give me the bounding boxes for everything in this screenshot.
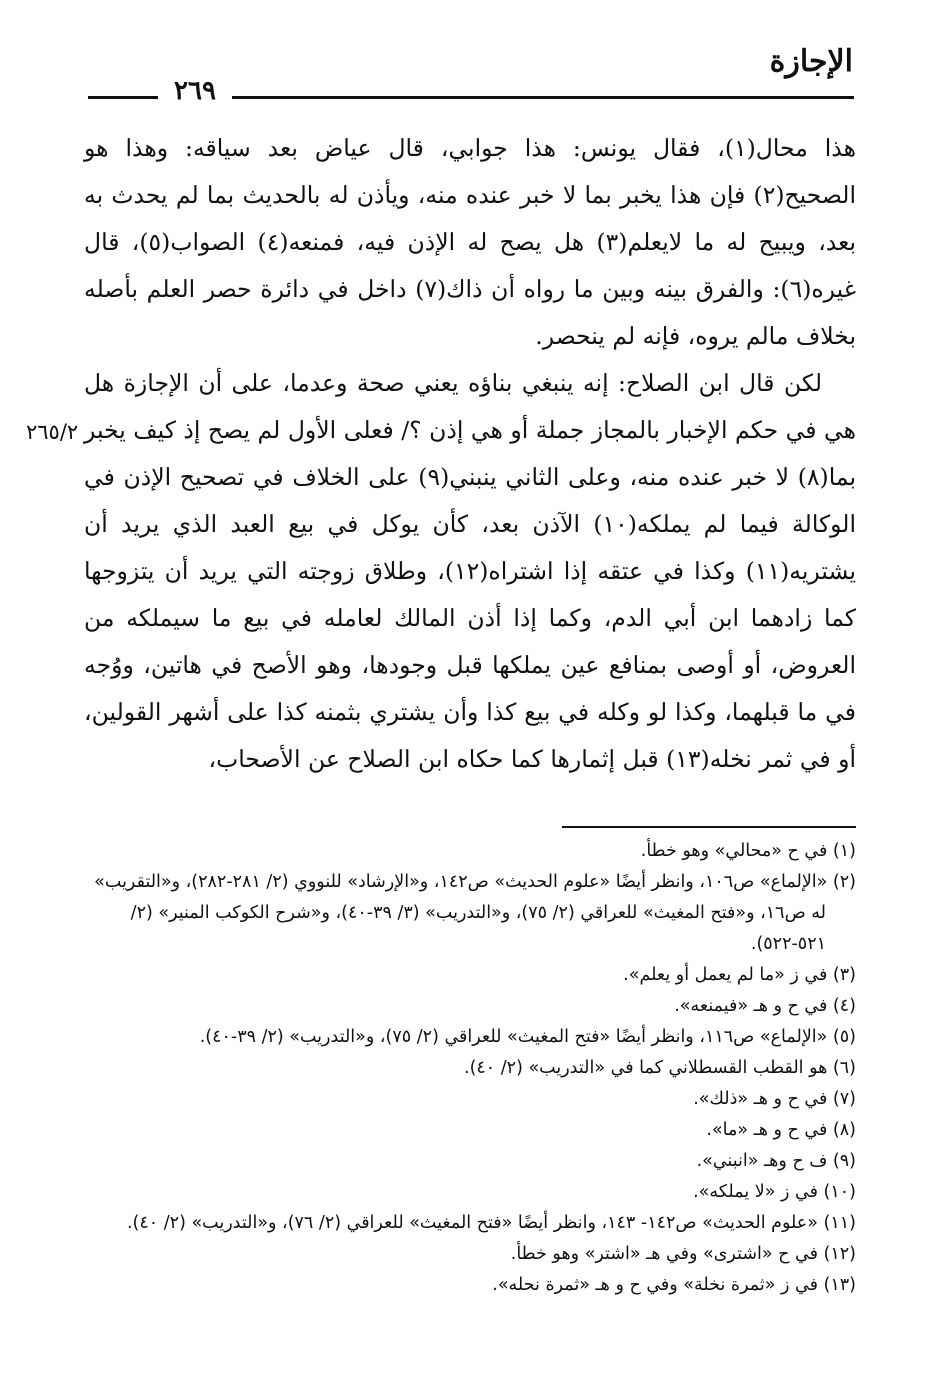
footnote-10: (١٠) في ز «لا يملكه».: [693, 1182, 856, 1202]
footnote-1: (١) في ح «محالي» وهو خطأ.: [640, 841, 856, 861]
paragraph-2: لكن قال ابن الصلاح: إنه ينبغي بناؤه يعني صحة وعدما، على أن الإجازة هل هي في حكم الإخبار بالمجاز جملة أو هي إذن ؟/ فعلى الأول لم يصح إذ كيف يخبر بما(٨) لا خبر عنده منه، وعلى الثاني ينبني(٩) على الخلاف في تصحيح الإذن في الوكالة فيما لم يملكه(١٠) الآذن بعد، كأن يوكل في بيع العبد الذي يريد أن يشتريه(١١) وكذا في عتقه إذا اشتراه(١٢)، وطلاق زوجته التي يريد أن يتزوجها كما زادهما ابن أبي الدم، وكما إذا أذن المالك لعامله في بيع ما سيملكه من العروض، أو أوصى بمنافع عين يملكها قبل وجودها، وهو الأصح في هاتين، ووُجه في ما قبلهما، وكذا لو وكله في بيع كذا وأن يشتري بثمنه كذا على أشهر القولين، أو في ثمر نخله(١٣) قبل إثمارها كما حكاه ابن الصلاح عن الأصحاب،: [84, 369, 856, 773]
running-title: الإجازة: [769, 44, 853, 79]
footnote-13: (١٣) في ز «ثمرة نخلة» وفي ح و هـ «ثمرة نحله».: [492, 1275, 856, 1295]
footnote-separator: [562, 826, 856, 828]
footnote-3: (٣) في ز «ما لم يعمل أو يعلم».: [623, 965, 856, 985]
header-rule-right: [232, 96, 854, 99]
footnote-8: (٨) في ح و هـ «ما».: [706, 1120, 856, 1140]
paragraph-1: هذا محال(١)، فقال يونس: هذا جوابي، قال عياض بعد سياقه: وهذا هو الصحيح(٢) فإن هذا يخبر بما لا خبر عنده منه، ويأذن له بالحديث بما لم يحدث به بعد، ويبيح له ما لايعلم(٣) هل يصح له الإذن فيه، فمنعه(٤) الصواب(٥)، قال غيره(٦): والفرق بينه وبين ما رواه أن ذاك(٧) داخل في دائرة حصر العلم بأصله بخلاف مالم يروه، فإنه لم ينحصر.: [84, 134, 857, 350]
footnote-2: (٢) «الإلماع» ص١٠٦، وانظر أيضًا «علوم الحديث» ص١٤٢، و«الإرشاد» للنووي (٢/ ٢٨١-٢٨٢)، و«التقريب» له ص١٦، و«فتح المغيث» للعراقي (٢/ ٧٥)، و«التدريب» (٣/ ٣٩-٤٠)، و«شرح الكوكب المنير» (٢/ ٥٢١-٥٢٢).: [94, 872, 856, 954]
page-number: ٢٦٩: [174, 76, 216, 106]
footnote-12: (١٢) في ح «اشترى» وفي هـ «اشتر» وهو خطأ.: [510, 1244, 856, 1264]
footnotes: [84, 836, 856, 1301]
footnote-11: (١١) «علوم الحديث» ص١٤٢- ١٤٣، وانظر أيضًا «فتح المغيث» للعراقي (٢/ ٧٦)، و«التدريب» (٢/ ٤٠).: [126, 1213, 856, 1233]
footnote-6: (٦) هو القطب القسطلاني كما في «التدريب» (٢/ ٤٠).: [464, 1058, 856, 1078]
header-rule-left: [88, 96, 158, 99]
main-text: [84, 125, 856, 783]
margin-page-reference: ٢٦٥/٢: [26, 420, 79, 444]
footnote-9: (٩) ف ح وهـ «انبني».: [696, 1151, 856, 1171]
footnote-4: (٤) في ح و هـ «فيمنعه».: [674, 996, 856, 1016]
footnote-5: (٥) «الإلماع» ص١١٦، وانظر أيضًا «فتح المغيث» للعراقي (٢/ ٧٥)، و«التدريب» (٢/ ٣٩-٤٠).: [199, 1027, 856, 1047]
footnote-7: (٧) في ح و هـ «ذلك».: [693, 1089, 856, 1109]
